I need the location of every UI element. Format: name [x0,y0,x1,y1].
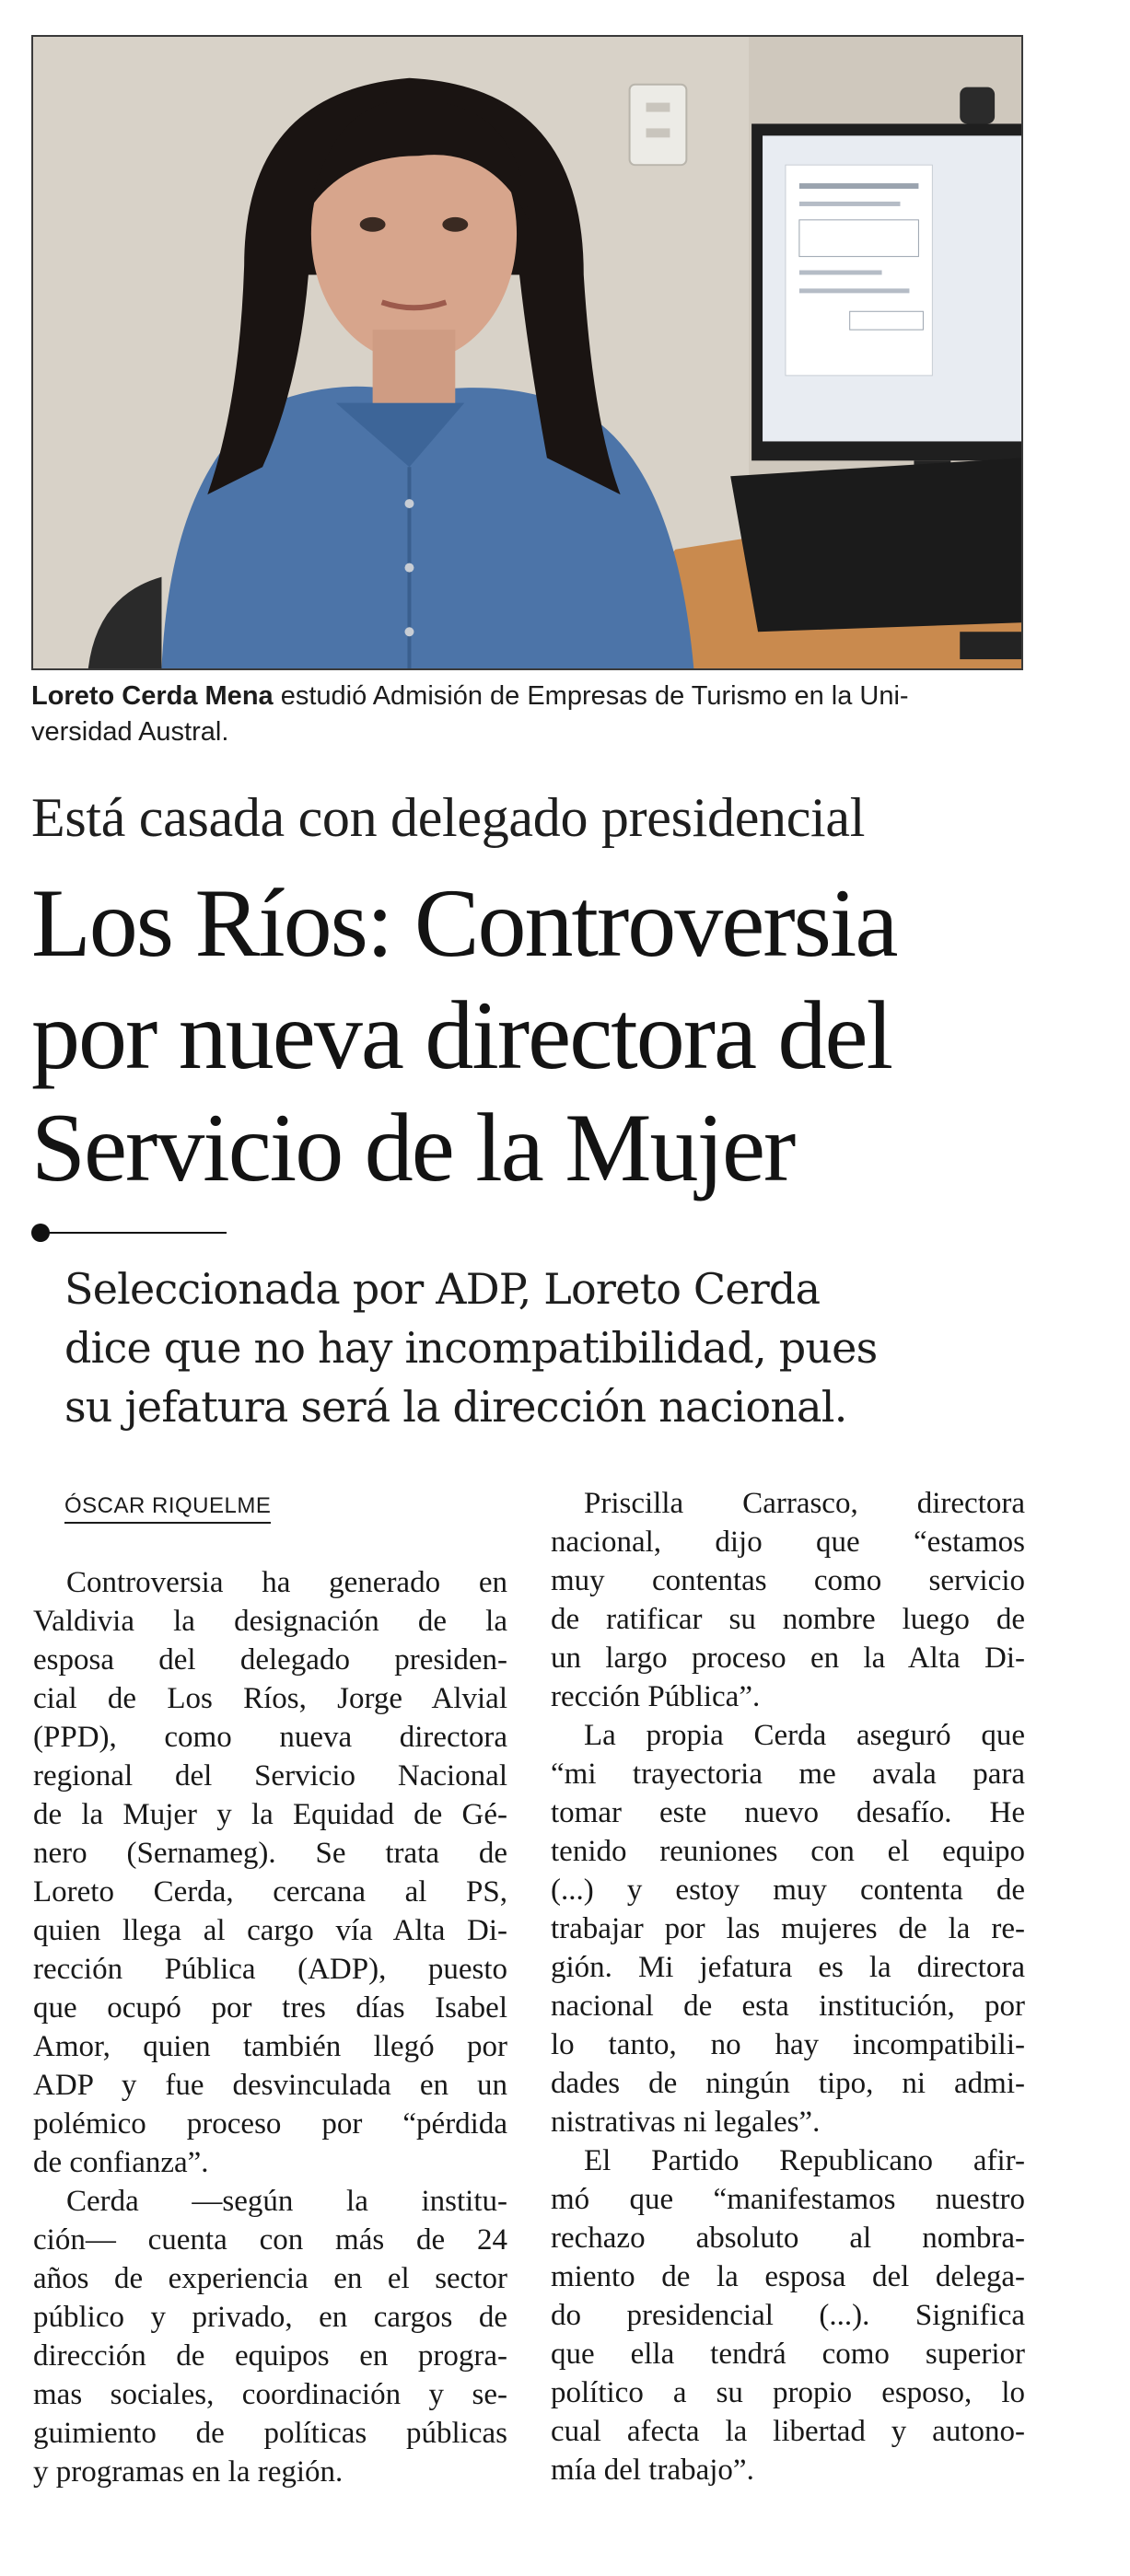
body-text-line: El Partido Republicano afir- [584,2144,1025,2177]
headline [31,867,1090,1204]
body-text-line: dades de ningún tipo, ni admi- [551,2067,1025,2100]
body-text-line: Loreto Cerda, cercana al PS, [33,1875,507,1909]
caption-text-cont: versidad Austral. [31,717,229,747]
body-text-line: polémico proceso por “pérdida [33,2107,507,2141]
photo-caption [31,679,1023,750]
body-column-left [33,1563,507,2491]
body-text-line: (PPD), como nueva directora [33,1721,507,1754]
body-text-line: Valdivia la designación de la [33,1605,507,1638]
body-text-line: de ratificar su nombre luego de [551,1603,1025,1636]
body-text-line: mas sociales, coordinación y se- [33,2378,507,2411]
headline-line: Servicio de la Mujer [31,1094,795,1201]
body-text-line: do presidencial (...). Significa [551,2299,1025,2332]
body-text-line: dirección de equipos en progra- [33,2339,507,2373]
caption-name: Loreto Cerda Mena [31,681,274,711]
body-text-line: tomar este nuevo desafío. He [551,1796,1025,1829]
body-text-line: nacional, dijo que “estamos [551,1526,1025,1559]
body-text-line: público y privado, en cargos de [33,2301,507,2334]
body-text-line: (...) y estoy muy contenta de [551,1874,1025,1907]
body-text-line: muy contentas como servicio [551,1564,1025,1597]
body-text-line: nero (Sernameg). Se trata de [33,1837,507,1870]
body-text-line: cial de Los Ríos, Jorge Alvial [33,1682,507,1715]
body-text-line: “mi trayectoria me avala para [551,1758,1025,1791]
body-text-line: Cerda —según la institu- [66,2185,507,2218]
body-text-line: mía del trabajo”. [551,2454,754,2487]
body-text-line: esposa del delegado presiden- [33,1643,507,1677]
body-text-line: lo tanto, no hay incompatibili- [551,2028,1025,2061]
headline-line: por nueva directora del [31,981,892,1089]
body-text-line: ADP y fue desvinculada en un [33,2069,507,2102]
body-text-line: rección Pública”. [551,1680,761,1713]
byline: ÓSCAR RIQUELME [64,1493,271,1524]
caption-text: estudió Admisión de Empresas de Turismo en la Uni- [273,681,909,711]
webcam [960,87,995,124]
body-column-right [551,1484,1025,2489]
subhead-line: su jefatura será la dirección nacional. [64,1382,847,1432]
body-text-line: guimiento de políticas públicas [33,2417,507,2450]
body-text-line: quien llega al cargo vía Alta Di- [33,1914,507,1947]
body-text-line: de la Mujer y la Equidad de Gé- [33,1798,507,1831]
divider-line [46,1232,227,1234]
subheadline [64,1259,1078,1436]
body-text-line: un largo proceso en la Alta Di- [551,1642,1025,1675]
body-text-line: Amor, quien también llegó por [33,2030,507,2063]
body-text-line: gión. Mi jefatura es la directora [551,1951,1025,1984]
article-photo [31,35,1023,670]
body-text-line: mó que “manifestamos nuestro [551,2183,1025,2216]
portrait-photo [33,37,1021,668]
body-text-line: nistrativas ni legales”. [551,2106,821,2139]
kicker: Está casada con delegado presidencial [31,787,866,848]
body-text-line: trabajar por las mujeres de la re- [551,1912,1025,1945]
body-text-line: y programas en la región. [33,2455,344,2489]
body-text-line: que ella tendrá como superior [551,2338,1025,2371]
body-text-line: regional del Servicio Nacional [33,1759,507,1793]
body-text-line: Priscilla Carrasco, directora [584,1487,1025,1520]
body-text-line: Controversia ha generado en [66,1566,507,1599]
body-text-line: de confianza”. [33,2146,209,2179]
body-text-line: cual afecta la libertad y autono- [551,2415,1025,2448]
body-text-line: miento de la esposa del delega- [551,2260,1025,2293]
subhead-line: Seleccionada por ADP, Loreto Cerda [64,1264,821,1314]
body-text-line: político a su propio esposo, lo [551,2376,1025,2409]
body-text-line: ción— cuenta con más de 24 [33,2223,507,2257]
computer-tower [730,458,1021,632]
body-text-line: tenido reuniones con el equipo [551,1835,1025,1868]
subhead-line: dice que no hay incompatibilidad, pues [64,1323,878,1373]
body-text-line: rección Pública (ADP), puesto [33,1953,507,1986]
body-text-line: La propia Cerda aseguró que [584,1719,1025,1752]
headline-line: Los Ríos: Controversia [31,869,897,977]
body-text-line: que ocupó por tres días Isabel [33,1991,507,2025]
wall-outlet [630,85,687,165]
body-text-line: nacional de esta institución, por [551,1990,1025,2023]
body-text-line: rechazo absoluto al nombra- [551,2222,1025,2255]
body-text-line: años de experiencia en el sector [33,2262,507,2295]
